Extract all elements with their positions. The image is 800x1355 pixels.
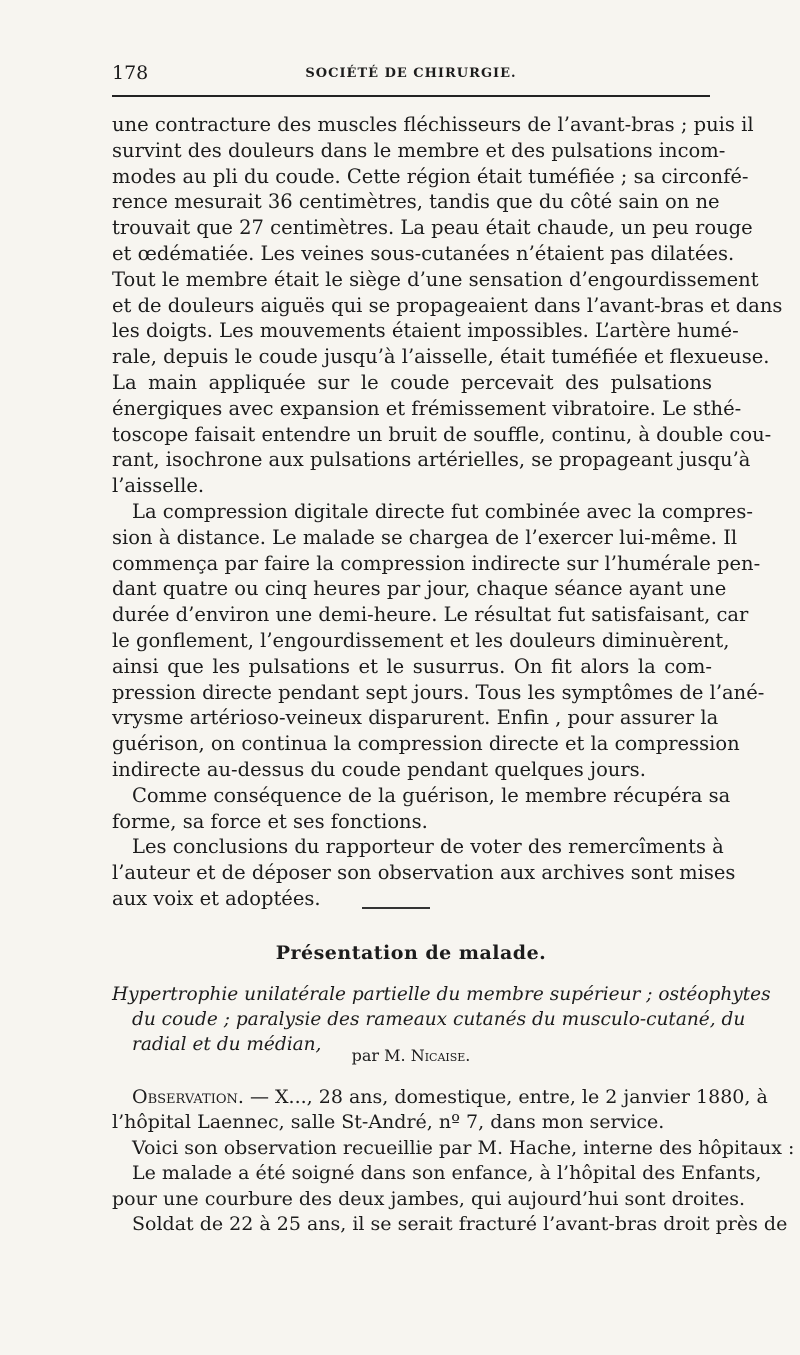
text-line: Soldat de 22 à 25 ans, il se serait fracturé l’avant-bras droit près de [132, 1213, 788, 1236]
text-line: durée d’environ une demi-heure. Le résultat fut satisfaisant, car [112, 603, 749, 627]
text-line: Tout le membre était le siège d’une sensation d’engourdissement [112, 267, 759, 291]
text-line: et œdématiée. Les veines sous-cutanées n’étaient pas dilatées. [112, 241, 735, 265]
text-line: et de douleurs aiguës qui se propageaient dans l’avant-bras et dans [112, 293, 783, 317]
byline [112, 1046, 710, 1065]
text-line: rence mesurait 36 centimètres, tandis que du côté sain on ne [112, 190, 720, 214]
text-line: survint des douleurs dans le membre et des pulsations incom- [112, 138, 726, 162]
text-line: rant, isochrone aux pulsations artérielles, se propageant jusqu’à [112, 448, 751, 472]
text-line: trouvait que 27 centimètres. La peau était chaude, un peu rouge [112, 216, 753, 240]
text-line: forme, sa force et ses fonctions. [112, 809, 428, 833]
text-line: l’hôpital Laennec, salle St-André, nº 7, dans mon service. [112, 1111, 665, 1134]
subtitle-line: Hypertrophie unilatérale partielle du membre supérieur ; ostéophytes [112, 984, 771, 1005]
text-line: l’auteur et de déposer son observation aux archives sont mises [112, 861, 736, 885]
observation-text [112, 1085, 795, 1237]
text-line: pression directe pendant sept jours. Tous les symptômes de l’ané- [112, 680, 765, 704]
observation-first-line [112, 1085, 768, 1110]
text-line: pour une courbure des deux jambes, qui aujourd’hui sont droites. [112, 1187, 746, 1210]
text-line: La main appliquée sur le coude percevait des pulsations [112, 370, 712, 394]
text-line: Voici son observation recueillie par M. Hache, interne des hôpitaux : [132, 1136, 795, 1159]
text-line: Le malade a été soigné dans son enfance, à l’hôpital des Enfants, [132, 1162, 762, 1185]
text-line: indirecte au-dessus du coude pendant quelques jours. [112, 757, 646, 781]
running-head: SOCIÉTÉ DE CHIRURGIE. [305, 66, 517, 81]
text-line: ainsi que les pulsations et le susurrus. On fit alors la com- [112, 654, 712, 678]
text-line: le gonflement, l’engourdissement et les douleurs diminuèrent, [112, 628, 730, 652]
text-line: l’aisselle. [112, 474, 205, 498]
page-header [112, 62, 710, 86]
byline-author: Nicaise. [410, 1046, 471, 1065]
text-line: La compression digitale directe fut combinée avec la compres- [132, 499, 753, 523]
byline-prefix: par M. [351, 1046, 411, 1065]
subtitle-line: du coude ; paralysie des rameaux cutanés du musculo-cutané, du [132, 1009, 746, 1030]
text-line: Comme conséquence de la guérison, le membre récupéra sa [132, 783, 731, 807]
page-number: 178 [112, 62, 149, 84]
section-divider [362, 907, 430, 909]
text-line: Les conclusions du rapporteur de voter des remercîments à [132, 835, 724, 859]
observation-label: Observation. [132, 1086, 244, 1108]
subtitle-line: radial et du médian, [132, 1034, 322, 1055]
text-line: toscope faisait entendre un bruit de souffle, continu, à double cou- [112, 422, 772, 446]
text-line: rale, depuis le coude jusqu’à l’aisselle, était tuméfiée et flexueuse. [112, 345, 770, 369]
text-line: guérison, on continua la compression directe et la compression [112, 732, 740, 756]
text-line: les doigts. Les mouvements étaient impossibles. L’artère humé- [112, 319, 739, 343]
header-rule [112, 95, 710, 97]
text-line: dant quatre ou cinq heures par jour, chaque séance ayant une [112, 577, 727, 601]
text-line: énergiques avec expansion et frémissement vibratoire. Le sthé- [112, 396, 742, 420]
text-line: vrysme artérioso-veineux disparurent. Enfin , pour assurer la [112, 706, 719, 730]
text-line: — X..., 28 ans, domestique, entre, le 2 janvier 1880, à [243, 1086, 768, 1108]
section-title: Présentation de malade. [275, 942, 547, 964]
text-line: commença par faire la compression indirecte sur l’humérale pen- [112, 551, 761, 575]
text-line: modes au pli du coude. Cette région était tuméfiée ; sa circonfé- [112, 164, 749, 188]
text-line: aux voix et adoptées. [112, 886, 321, 910]
text-line: sion à distance. Le malade se chargea de l’exercer lui-même. Il [112, 525, 738, 549]
text-line: une contracture des muscles fléchisseurs de l’avant-bras ; puis il [112, 113, 754, 136]
body-text [112, 112, 783, 912]
